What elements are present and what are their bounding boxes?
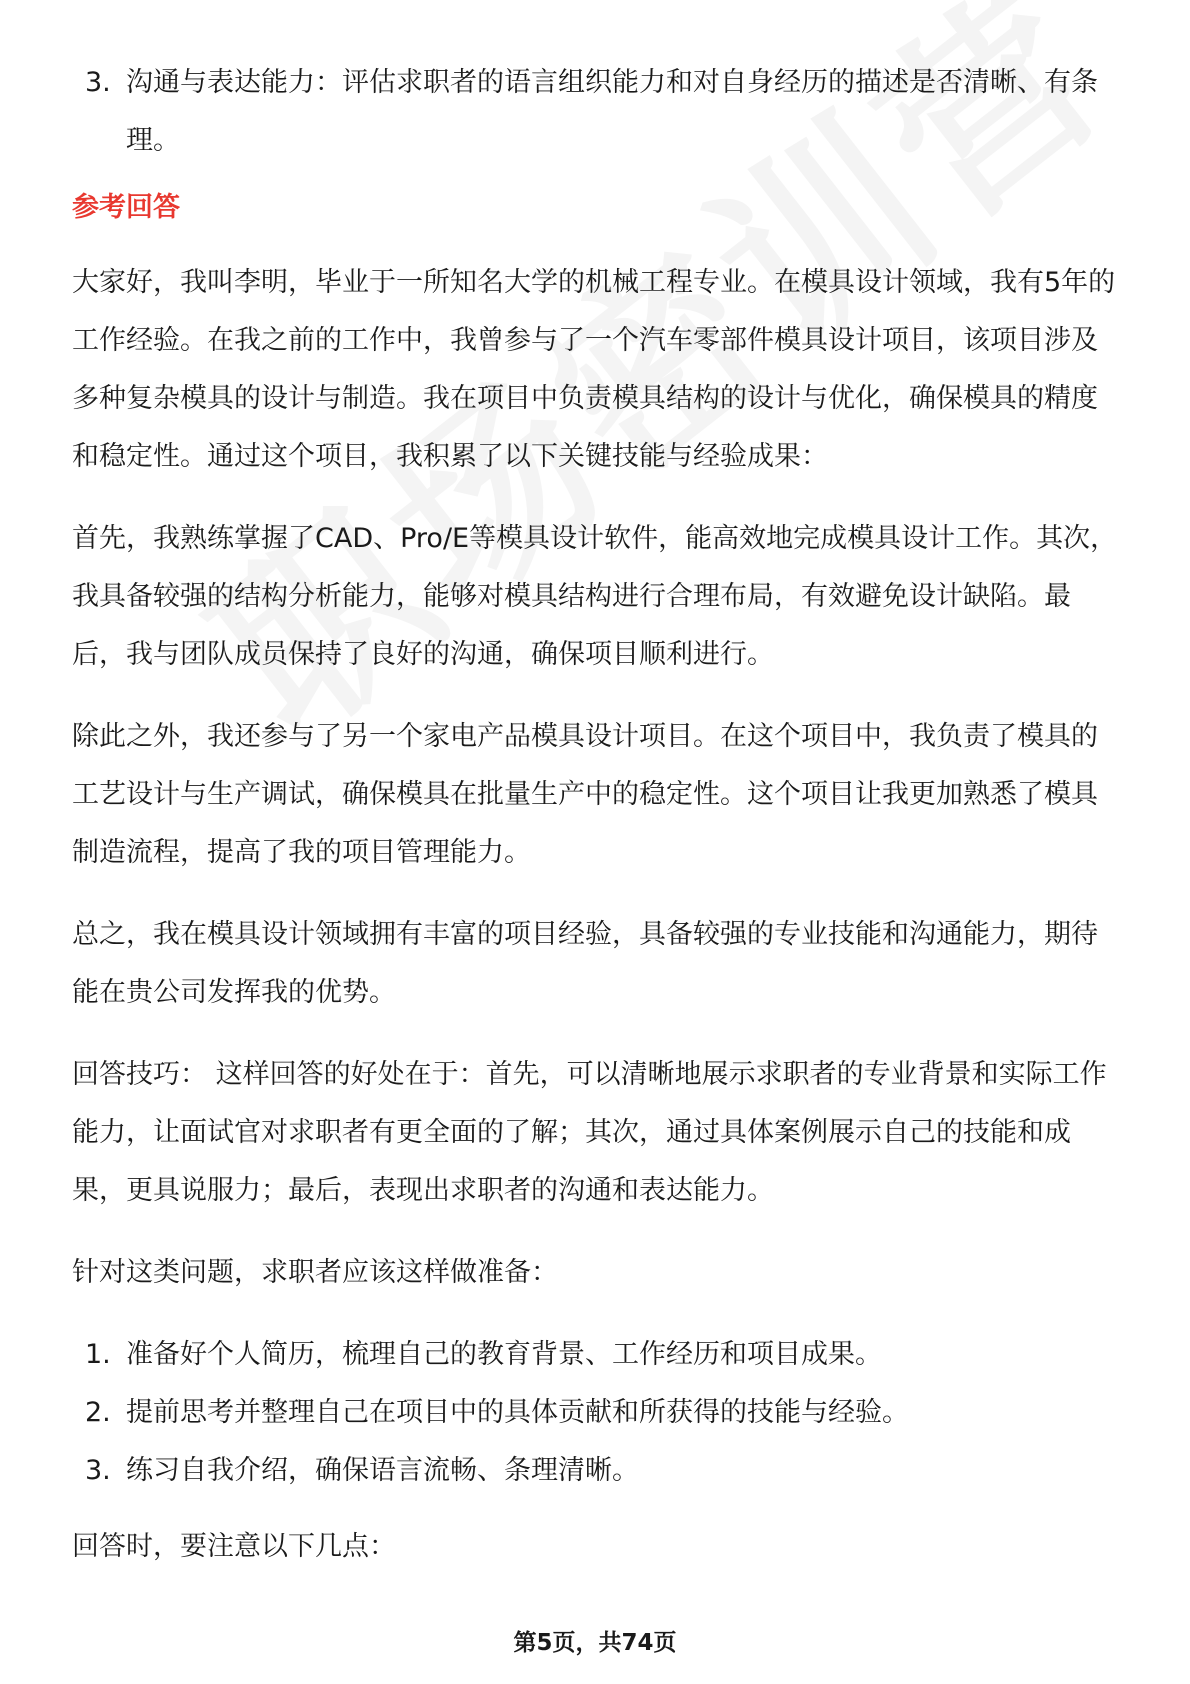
- paragraph-other-project: 除此之外，我还参与了另一个家电产品模具设计项目。在这个项目中，我负责了模具的工艺设计与生产调试，确保模具在批量生产中的稳定性。这个项目让我更加熟悉了模具制造流程，提高了我的项目管理能力。: [72, 721, 1098, 868]
- list-number: 1.: [85, 1339, 111, 1370]
- paragraph-prep-intro: 针对这类问题，求职者应该这样做准备：: [72, 1257, 558, 1288]
- list-number: 2.: [85, 1397, 111, 1428]
- list-text: 练习自我介绍，确保语言流畅、条理清晰。: [126, 1455, 639, 1486]
- list-item: [72, 1384, 1122, 1442]
- paragraph-skills: 首先，我熟练掌握了CAD、Pro/E等模具设计软件，能高效地完成模具设计工作。其次，我具备较强的结构分析能力，能够对模具结构进行合理布局，有效避免设计缺陷。最后，我与团队成员保持了良好的沟通，确保项目顺利进行。: [72, 523, 1118, 670]
- list-text: 准备好个人简历，梳理自己的教育背景、工作经历和项目成果。: [126, 1339, 882, 1370]
- page-footer: 第5页，共74页: [513, 1630, 677, 1656]
- list-item: [72, 54, 1122, 170]
- closing-line: 回答时，要注意以下几点：: [72, 1531, 396, 1562]
- document-body: [72, 54, 1122, 1576]
- list-number: 3.: [85, 1455, 111, 1486]
- list-text: 提前思考并整理自己在项目中的具体贡献和所获得的技能与经验。: [126, 1397, 909, 1428]
- paragraph-intro: 大家好，我叫李明，毕业于一所知名大学的机械工程专业。在模具设计领域，我有5年的工作经验。在我之前的工作中，我曾参与了一个汽车零部件模具设计项目，该项目涉及多种复杂模具的设计与制造。我在项目中负责模具结构的设计与优化，确保模具的精度和稳定性。通过这个项目，我积累了以下关键技能与经验成果：: [72, 267, 1116, 472]
- list-number: 3.: [85, 67, 111, 98]
- prep-list: [72, 1326, 1122, 1500]
- top-list: [72, 54, 1122, 170]
- paragraph-answer-tips: 回答技巧： 这样回答的好处在于：首先，可以清晰地展示求职者的专业背景和实际工作能力，让面试官对求职者有更全面的了解；其次，通过具体案例展示自己的技能和成果，更具说服力；最后，表现出求职者的沟通和表达能力。: [72, 1059, 1107, 1206]
- list-item: [72, 1326, 1122, 1384]
- section-heading: 参考回答: [72, 192, 180, 223]
- list-item: [72, 1442, 1122, 1500]
- paragraph-summary: 总之，我在模具设计领域拥有丰富的项目经验，具备较强的专业技能和沟通能力，期待能在贵公司发挥我的优势。: [72, 919, 1098, 1008]
- list-text: 沟通与表达能力：评估求职者的语言组织能力和对自身经历的描述是否清晰、有条理。: [126, 67, 1098, 156]
